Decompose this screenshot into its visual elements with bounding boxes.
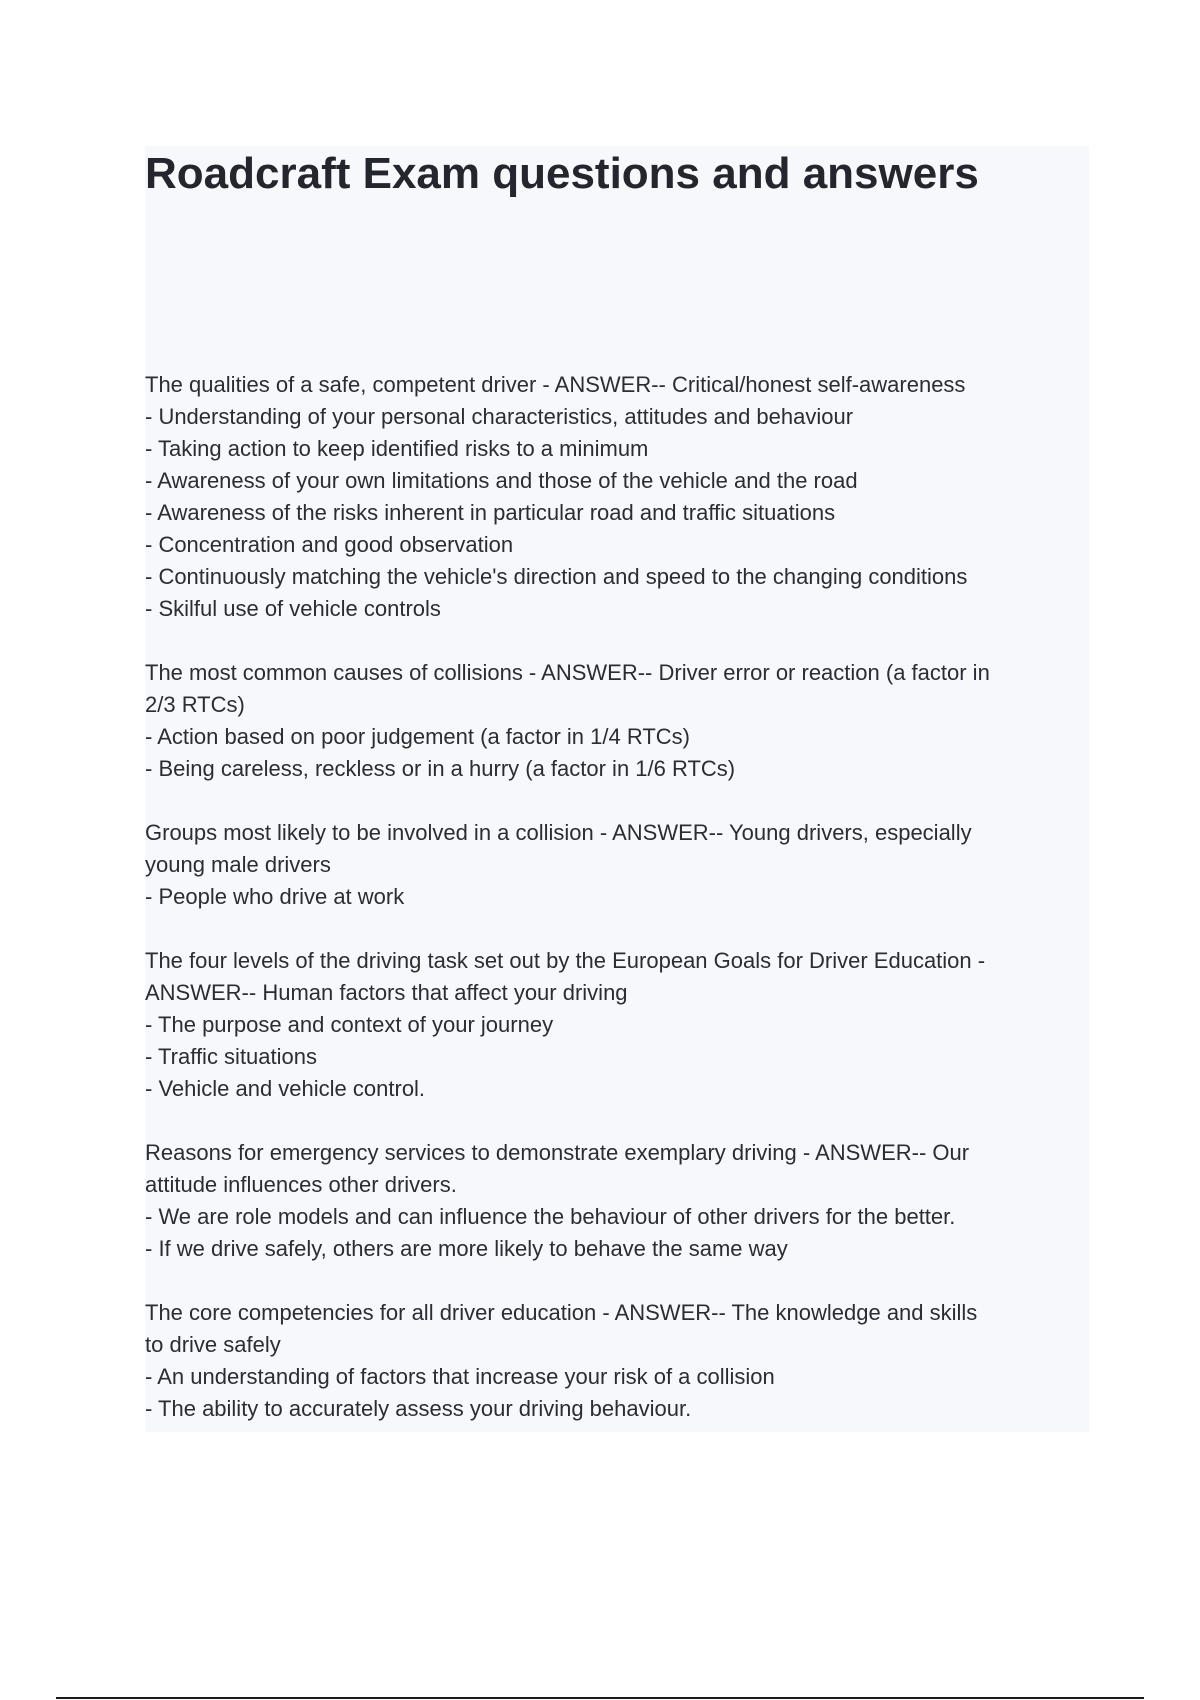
qa-list — [145, 369, 1085, 1457]
page-title: Roadcraft Exam questions and answers — [145, 149, 979, 198]
qa-line: - Continuously matching the vehicle's direction and speed to the changing conditions — [145, 564, 968, 589]
qa-entry-driving-task-levels — [145, 945, 1085, 1105]
qa-line: - Concentration and good observation — [145, 532, 514, 557]
qa-line: - An understanding of factors that increase your risk of a collision — [145, 1364, 775, 1389]
qa-entry-safe-driver-qualities — [145, 369, 1085, 625]
qa-line: - The ability to accurately assess your driving behaviour. — [145, 1396, 692, 1421]
qa-line: Reasons for emergency services to demonstrate exemplary driving - ANSWER-- Our — [145, 1140, 970, 1165]
qa-line: - Awareness of the risks inherent in particular road and traffic situations — [145, 500, 836, 525]
qa-line: The core competencies for all driver education - ANSWER-- The knowledge and skills — [145, 1300, 978, 1325]
qa-line: - Being careless, reckless or in a hurry (a factor in 1/6 RTCs) — [145, 756, 736, 781]
qa-line: - Awareness of your own limitations and those of the vehicle and the road — [145, 468, 858, 493]
qa-line: attitude influences other drivers. — [145, 1172, 457, 1197]
qa-entry-collision-causes — [145, 657, 1085, 785]
qa-line: young male drivers — [145, 852, 331, 877]
qa-line: - Skilful use of vehicle controls — [145, 596, 441, 621]
qa-line: - Traffic situations — [145, 1044, 317, 1069]
qa-line: - People who drive at work — [145, 884, 405, 909]
qa-line: - If we drive safely, others are more likely to behave the same way — [145, 1236, 788, 1261]
qa-line: to drive safely — [145, 1332, 281, 1357]
qa-line: The qualities of a safe, competent driver - ANSWER-- Critical/honest self-awareness — [145, 372, 966, 397]
qa-line: - Vehicle and vehicle control. — [145, 1076, 426, 1101]
qa-line: - The purpose and context of your journey — [145, 1012, 554, 1037]
qa-line: 2/3 RTCs) — [145, 692, 245, 717]
qa-line: - Action based on poor judgement (a factor in 1/4 RTCs) — [145, 724, 690, 749]
qa-entry-core-competencies — [145, 1297, 1085, 1425]
qa-line: The most common causes of collisions - ANSWER-- Driver error or reaction (a factor in — [145, 660, 990, 685]
qa-line: - We are role models and can influence the behaviour of other drivers for the better. — [145, 1204, 956, 1229]
qa-entry-collision-groups — [145, 817, 1085, 913]
qa-line: - Understanding of your personal characteristics, attitudes and behaviour — [145, 404, 854, 429]
qa-entry-exemplary-driving — [145, 1137, 1085, 1265]
qa-line: Groups most likely to be involved in a collision - ANSWER-- Young drivers, especially — [145, 820, 972, 845]
qa-line: ANSWER-- Human factors that affect your driving — [145, 980, 628, 1005]
footer-divider — [56, 1697, 1144, 1699]
qa-line: The four levels of the driving task set out by the European Goals for Driver Education - — [145, 948, 986, 973]
qa-line: - Taking action to keep identified risks to a minimum — [145, 436, 649, 461]
